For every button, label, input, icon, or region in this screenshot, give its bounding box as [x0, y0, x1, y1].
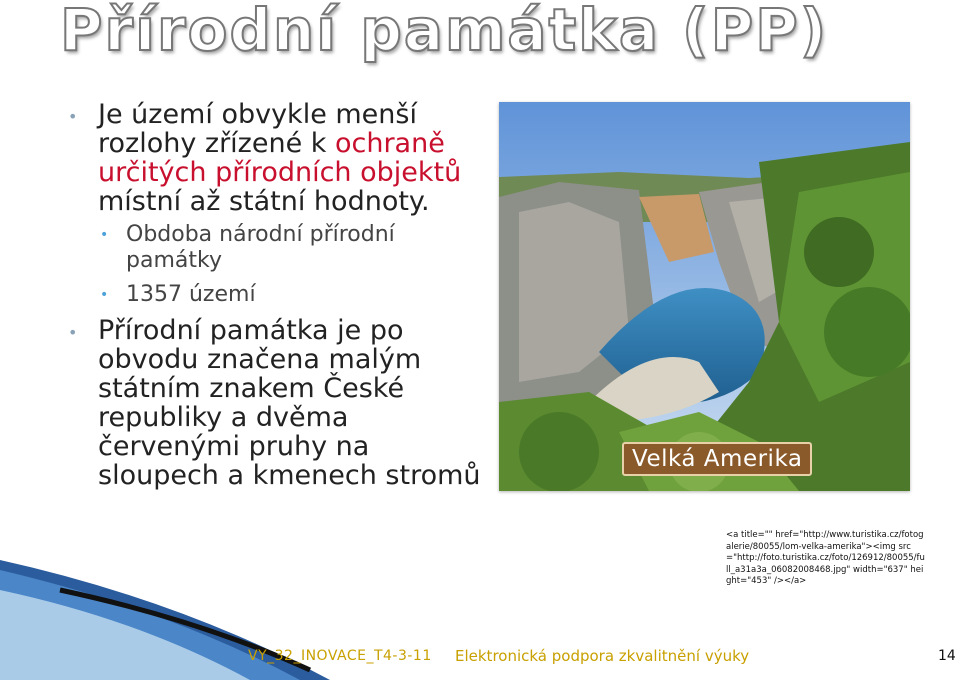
page-number: 14 [938, 648, 956, 664]
photo-caption: Velká Amerika [622, 442, 812, 476]
slide-title: Přírodní památka (PP) [60, 0, 829, 64]
footer-text: Elektronická podpora zkvalitnění výuky [455, 647, 750, 665]
quarry-photo [499, 102, 910, 491]
sub-bullet-analogy: • Obdoba národní přírodní památky [68, 222, 488, 274]
bullet-definition-highlight: ochraně určitých přírodních objektů [98, 128, 462, 188]
footer-code: VY_32_INOVACE_T4-3-11 [248, 648, 432, 664]
bullet-marking: • Přírodní památka je po obvodu značena malým státním znakem České republiky a dvěma červenými pruhy na sloupech a kmenech stromů [68, 316, 488, 490]
sub-bullet-count: • 1357 území [68, 282, 488, 308]
slide-content [68, 100, 488, 496]
image-source-code: <a title="" href="http://www.turistika.cz/fotogalerie/80055/lom-velka-amerika"><img src="http://foto.turistika.cz/foto/126912/80055/full_a31a3a_06082008468.jpg" width="637" height="453" /></a> [726, 530, 925, 586]
bullet-definition [68, 100, 488, 216]
bullet-definition-text-b: místní až státní hodnoty. [98, 186, 430, 217]
bullet-definition-text-a: Je území obvykle menší rozlohy zřízené k [98, 99, 417, 159]
